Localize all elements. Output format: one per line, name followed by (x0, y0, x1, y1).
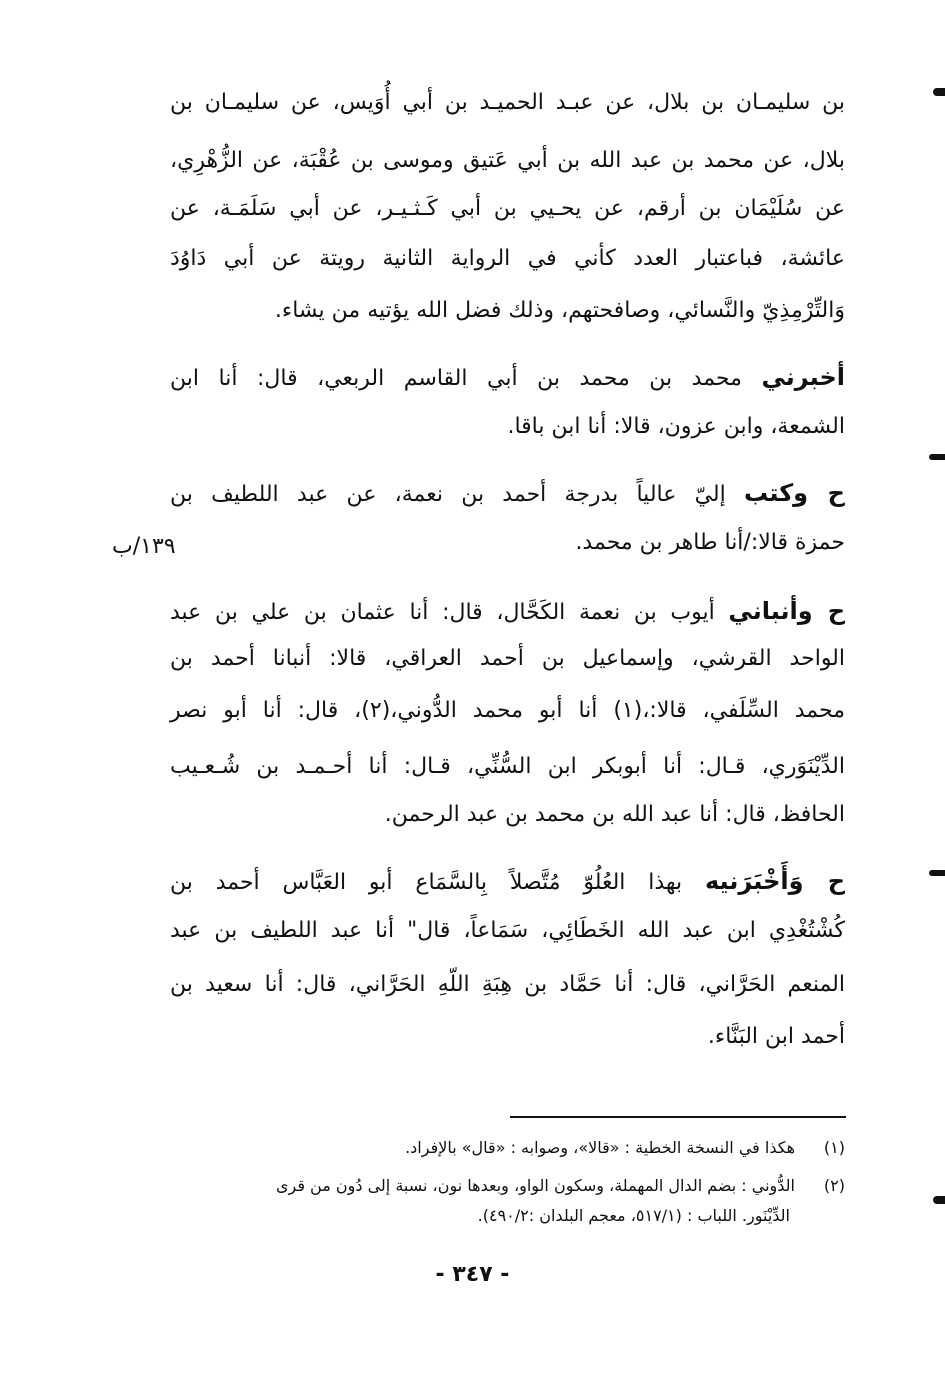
footnote-text: الدُّوني : بضم الدال المهملة، وسكون الواو، وبعدها نون، نسبة إلى دُون من قرى (275, 1176, 795, 1195)
text-line: كُشْتُغْدِي ابن عبد الله الخَطَائِي، سَمَاعاً، قال" أنا عبد اللطيف بن عبد (170, 918, 845, 943)
text-line: الشمعة، وابن عزون، قالا: أنا ابن باقا. (507, 414, 845, 439)
footnote-continuation: الدِّيْنَور. اللباب : (٥١٧/١، معجم البلدان :٤٩٠/٢). (477, 1206, 790, 1225)
paragraph-first-line (170, 478, 845, 510)
text-line: أحمد ابن البَنَّاء. (707, 1024, 845, 1049)
scan-edge-mark (933, 88, 945, 96)
paragraph-text: بهذا العُلُوّ مُتَّصلاً بِالسَّمَاع أبو العَبَّاس أحمد بن (170, 870, 683, 895)
footnote-number: (٢) (823, 1176, 845, 1195)
paragraph-first-line (170, 596, 845, 628)
scan-edge-mark (929, 870, 945, 876)
text-line: الدِّيْنَوَري، قـال: أنا أبوبكر ابن السُّنِّي، قـال: أنا أحـمـد بن شُـعـيب (170, 754, 845, 779)
text-line: المنعم الحَرَّاني، قال: أنا حَمَّاد بن هِبَةِ اللّهِ الحَرَّاني، قال: أنا سعيد بن (170, 972, 845, 997)
paragraph-lead-word: ح وكتب (744, 479, 845, 507)
manuscript-folio-marker: ١٣٩/ب (112, 534, 176, 559)
scan-edge-mark (929, 454, 945, 460)
footnote (276, 1174, 845, 1198)
text-line: وَالتِّرْمِذِيّ والنَّسائي، وصافحتهم، وذلك فضل الله يؤتيه من يشاء. (274, 298, 845, 323)
text-line: الحافظ، قال: أنا عبد الله بن محمد بن عبد الرحمن. (384, 802, 845, 827)
paragraph-text: إليّ عالياً بدرجة أحمد بن نعمة، عن عبد اللطيف بن (170, 482, 726, 507)
footnote-text: هكذا في النسخة الخطية : «قالا»، وصوابه : «قال» بالإفراد. (405, 1138, 795, 1157)
paragraph-first-line (170, 362, 845, 394)
paragraph-first-line (170, 866, 845, 898)
footnote-number: (١) (823, 1138, 845, 1157)
text-line: حمزة قالا:/أنا طاهر بن محمد. (575, 530, 845, 555)
paragraph-text: أيوب بن نعمة الكَحَّال، قال: أنا عثمان بن علي بن عبد (170, 600, 715, 625)
paragraph-lead-word: ح وأنباني (728, 597, 845, 625)
page-number: - ٣٤٧ - (435, 1262, 510, 1287)
text-line: بلال، عن محمد بن عبد الله بن أبي عَتيق وموسى بن عُقْبَة، عن الزُّهْرِي، (170, 148, 845, 173)
text-line: الواحد القرشي، وإسماعيل بن أحمد العراقي، قالا: أنبانا أحمد بن (170, 646, 845, 671)
footnote (405, 1136, 845, 1160)
paragraph-text: محمد بن محمد بن أبي القاسم الربعي، قال: أنا ابن (170, 366, 742, 391)
paragraph-lead-word: ح وَأَخْبَرَنيه (704, 867, 845, 895)
text-line: بن سليمـان بن بلال، عن عبـد الحميـد بن أبي أُوَيس، عن سليمـان بن (170, 90, 845, 115)
footnote-divider (510, 1116, 846, 1118)
text-line: عائشة، فباعتبار العدد كأني في الرواية الثانية رويتة عن أبي دَاوُدَ (170, 246, 845, 271)
paragraph-lead-word: أخبرني (761, 363, 845, 391)
text-line: محمد السِّلَفي، قالا:،(١) أنا أبو محمد الدُّوني،(٢)، قال: أنا أبو نصر (170, 698, 845, 723)
text-line: عن سُلَيْمَان بن أرقم، عن يحـيي بن أبي كَـثـيـر، عن أبي سَلَمَـة، عن (170, 196, 845, 221)
scan-edge-mark (933, 1196, 945, 1204)
